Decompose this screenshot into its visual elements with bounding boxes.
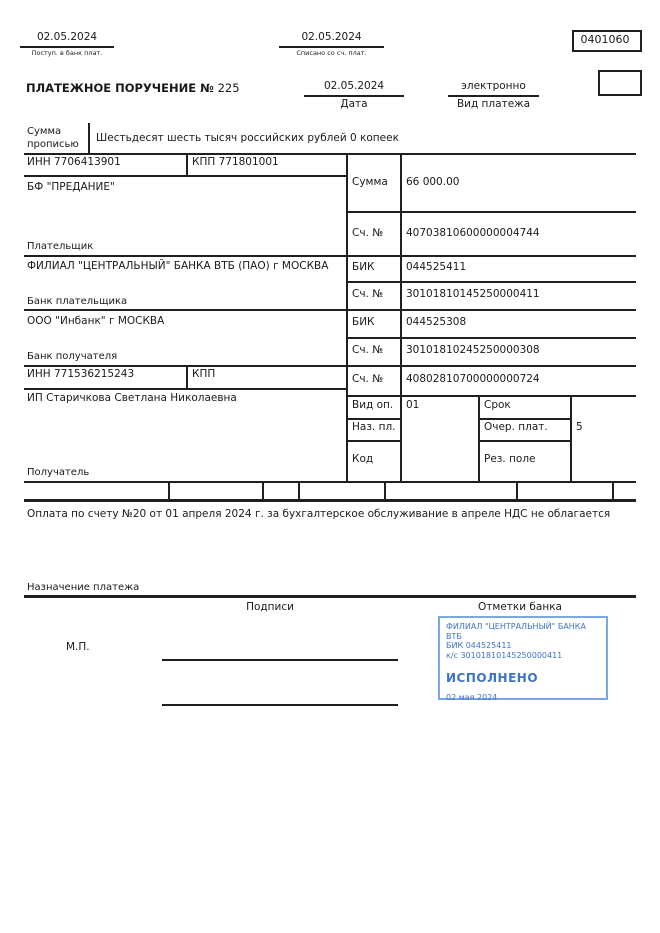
term-label: Срок: [484, 399, 511, 411]
grid-line: [24, 365, 636, 367]
signatures-label: Подписи: [246, 601, 294, 613]
stamp-status: ИСПОЛНЕНО: [446, 671, 539, 686]
debited-date-value: 02.05.2024: [301, 31, 362, 43]
grid-line: [478, 395, 480, 481]
amount-label: Сумма: [352, 176, 388, 188]
payee-account: 40802810700000000724: [406, 373, 540, 385]
debited-date-line: [279, 46, 384, 48]
priority-value: 5: [576, 421, 583, 433]
amount-words-label: Сумма прописью: [27, 126, 79, 150]
grid-line: [478, 440, 570, 442]
grid-line: [612, 481, 614, 499]
grid-line: [186, 365, 188, 388]
grid-line: [346, 281, 636, 283]
payment-purpose-text: Оплата по счету №20 от 01 апреля 2024 г. за бухгалтерское обслуживание в апреле НДС не облагается: [27, 508, 611, 520]
payment-kind-line: [448, 95, 539, 97]
grid-line: [168, 481, 170, 499]
grid-line: [24, 499, 636, 502]
document-title: ПЛАТЕЖНОЕ ПОРУЧЕНИЕ №: [26, 81, 214, 95]
debited-date-label: Списано со сч. плат.: [296, 49, 367, 57]
payer-bank-account-label: Сч. №: [352, 288, 384, 300]
received-date-line: [20, 46, 114, 48]
payer-bank-label: Банк плательщика: [27, 296, 128, 307]
payee-bank-account: 30101810245250000308: [406, 344, 540, 356]
grid-line: [24, 481, 636, 483]
grid-line: [346, 337, 636, 339]
grid-line: [24, 388, 346, 390]
payer-name: БФ "ПРЕДАНИЕ": [27, 181, 115, 193]
amount-words-value: Шестьдесят шесть тысяч российских рублей 0 копеек: [96, 132, 399, 144]
payment-kind-value: электронно: [461, 80, 526, 92]
grid-line: [24, 595, 636, 598]
grid-line: [24, 255, 636, 257]
code-label: Код: [352, 453, 374, 465]
form-code-box: [572, 30, 642, 52]
grid-line: [346, 153, 348, 481]
stamp-bank-name: ФИЛИАЛ "ЦЕНТРАЛЬНЫЙ" БАНКА ВТБ: [446, 622, 586, 641]
grid-line: [346, 440, 400, 442]
status-code-box: [598, 70, 642, 96]
grid-line: [346, 395, 636, 397]
form-code: 0401060: [580, 33, 630, 46]
grid-line: [298, 481, 300, 499]
payment-purpose-label: Назначение платежа: [27, 582, 140, 593]
payee-label: Получатель: [27, 467, 90, 478]
stamp-bik: БИК 044525411: [446, 641, 512, 651]
priority-label: Очер. плат.: [484, 421, 548, 433]
doc-date-label: Дата: [340, 98, 368, 110]
doc-date-line: [304, 95, 404, 97]
payee-account-label: Сч. №: [352, 373, 384, 385]
payer-bank-account: 30101810145250000411: [406, 288, 540, 300]
payer-bank-name: ФИЛИАЛ "ЦЕНТРАЛЬНЫЙ" БАНКА ВТБ (ПАО) г МОСКВА: [27, 260, 329, 272]
payee-bank-bik: 044525308: [406, 316, 467, 328]
grid-line: [24, 153, 636, 155]
reserve-field-label: Рез. поле: [484, 453, 536, 465]
payee-bank-account-label: Сч. №: [352, 344, 384, 356]
payment-kind-label: Вид платежа: [456, 98, 531, 110]
payee-bank-label: Банк получателя: [27, 351, 118, 362]
payer-label: Плательщик: [27, 241, 94, 252]
op-kind-value: 01: [406, 399, 420, 411]
grid-line: [400, 153, 402, 481]
grid-line: [24, 175, 346, 177]
bank-stamp: [438, 616, 608, 700]
grid-line: [24, 309, 636, 311]
grid-line: [478, 418, 570, 420]
grid-line: [346, 418, 400, 420]
payer-account: 40703810600000004744: [406, 227, 540, 239]
payee-bank-bik-label: БИК: [352, 316, 375, 328]
purpose-code-label: Наз. пл.: [352, 421, 396, 433]
stamp-date: 02 мая 2024: [446, 692, 498, 702]
grid-line: [186, 153, 188, 175]
payer-bank-bik-label: БИК: [352, 261, 375, 273]
document-number: 225: [217, 81, 240, 95]
signature-line-2: [162, 704, 398, 706]
payer-kpp: КПП 771801001: [192, 156, 279, 168]
stamp-place-label: М.П.: [66, 641, 90, 653]
doc-date-value: 02.05.2024: [323, 80, 385, 92]
grid-line: [346, 211, 636, 213]
grid-line: [262, 481, 264, 499]
payee-inn: ИНН 771536215243: [27, 368, 135, 380]
received-date-value: 02.05.2024: [36, 31, 98, 43]
payee-name: ИП Старичкова Светлана Николаевна: [27, 392, 237, 404]
grid-line: [516, 481, 518, 499]
payee-bank-name: ООО "Инбанк" г МОСКВА: [27, 315, 165, 327]
bank-marks-label: Отметки банка: [478, 601, 562, 613]
payer-inn: ИНН 7706413901: [27, 156, 121, 168]
signature-line-1: [162, 659, 398, 661]
grid-line: [570, 395, 572, 481]
grid-line: [384, 481, 386, 499]
stamp-corr-account: к/с 30101810145250000411: [446, 650, 563, 660]
payer-bank-bik: 044525411: [406, 261, 467, 273]
payee-kpp: КПП: [192, 368, 216, 380]
amount-value: 66 000.00: [406, 176, 460, 188]
received-date-label: Поступ. в банк плат.: [31, 49, 103, 57]
grid-line: [88, 123, 90, 153]
op-kind-label: Вид оп.: [352, 399, 394, 411]
payer-account-label: Сч. №: [352, 227, 384, 239]
